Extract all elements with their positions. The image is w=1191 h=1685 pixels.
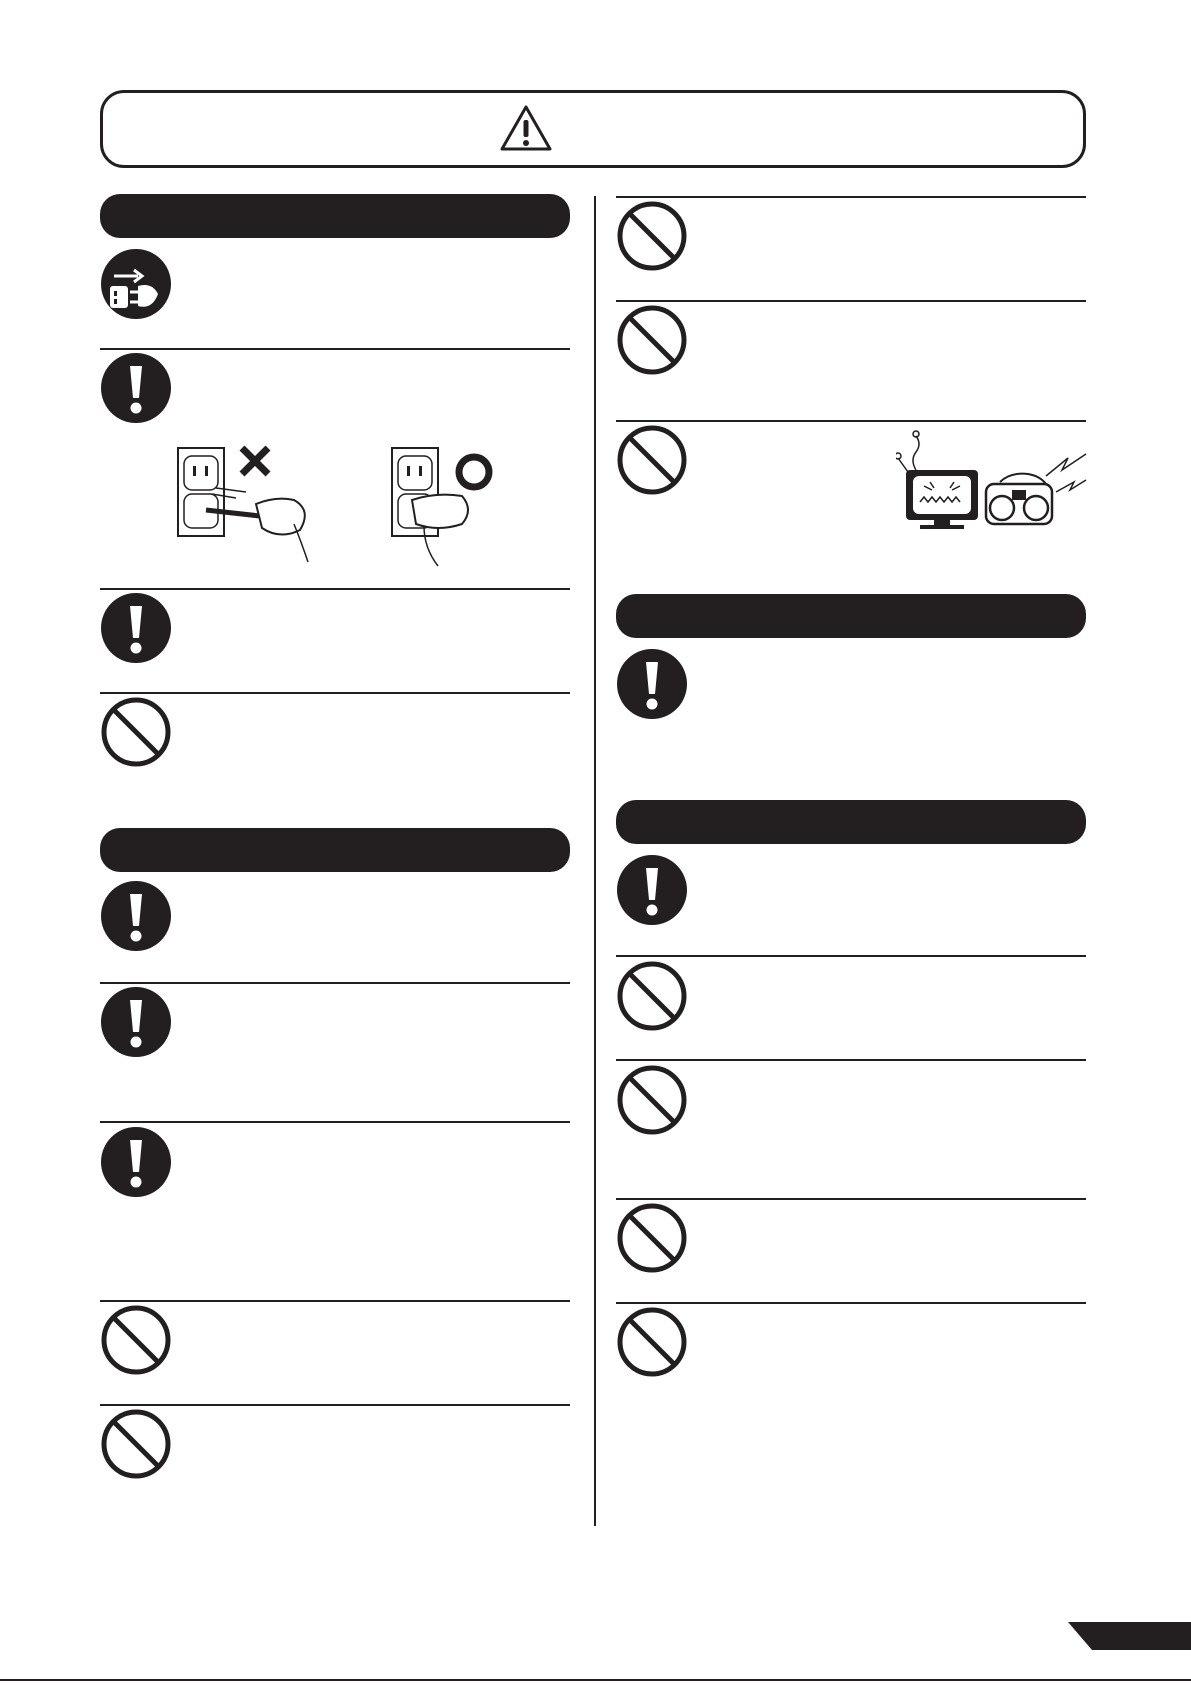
- page-corner-tab: [1068, 1622, 1191, 1655]
- item-divider: [100, 1404, 570, 1406]
- warning-title-box: [100, 90, 1086, 168]
- item-divider: [616, 196, 1086, 198]
- page-bottom-edge: [0, 1679, 1191, 1681]
- prohibited-icon: [616, 304, 688, 376]
- mandatory-icon: [616, 648, 688, 720]
- prohibited-icon: [616, 200, 688, 272]
- section-heading-handling: [100, 828, 570, 872]
- item-divider: [616, 420, 1086, 422]
- item-divider: [100, 348, 570, 350]
- item-divider: [616, 1302, 1086, 1304]
- tv-radio-interference-illustration: [896, 430, 1088, 535]
- mandatory-icon: [100, 592, 172, 664]
- prohibited-icon: [616, 1064, 688, 1136]
- section-heading-power: [100, 194, 570, 238]
- section-heading-location: [616, 594, 1086, 638]
- item-divider: [616, 300, 1086, 302]
- item-divider: [100, 692, 570, 694]
- item-divider: [616, 955, 1086, 957]
- item-divider: [616, 1198, 1086, 1200]
- mandatory-icon: [100, 352, 172, 424]
- plug-handling-illustration: [176, 444, 506, 575]
- prohibited-icon: [616, 1202, 688, 1274]
- section-heading-use: [616, 800, 1086, 844]
- prohibited-icon: [616, 1306, 688, 1378]
- column-divider: [594, 196, 596, 1526]
- warning-triangle-icon: [498, 103, 554, 160]
- prohibited-icon: [100, 1408, 172, 1480]
- prohibited-icon: [616, 424, 688, 496]
- item-divider: [100, 588, 570, 590]
- item-divider: [100, 1300, 570, 1302]
- mandatory-icon: [616, 854, 688, 926]
- prohibited-icon: [100, 1304, 172, 1376]
- item-divider: [616, 1059, 1086, 1061]
- prohibited-icon: [616, 960, 688, 1032]
- item-divider: [100, 982, 570, 984]
- prohibited-icon: [100, 696, 172, 768]
- mandatory-icon: [100, 880, 172, 952]
- item-divider: [100, 1121, 570, 1123]
- unplug-icon: [100, 248, 172, 320]
- mandatory-icon: [100, 1126, 172, 1198]
- mandatory-icon: [100, 986, 172, 1058]
